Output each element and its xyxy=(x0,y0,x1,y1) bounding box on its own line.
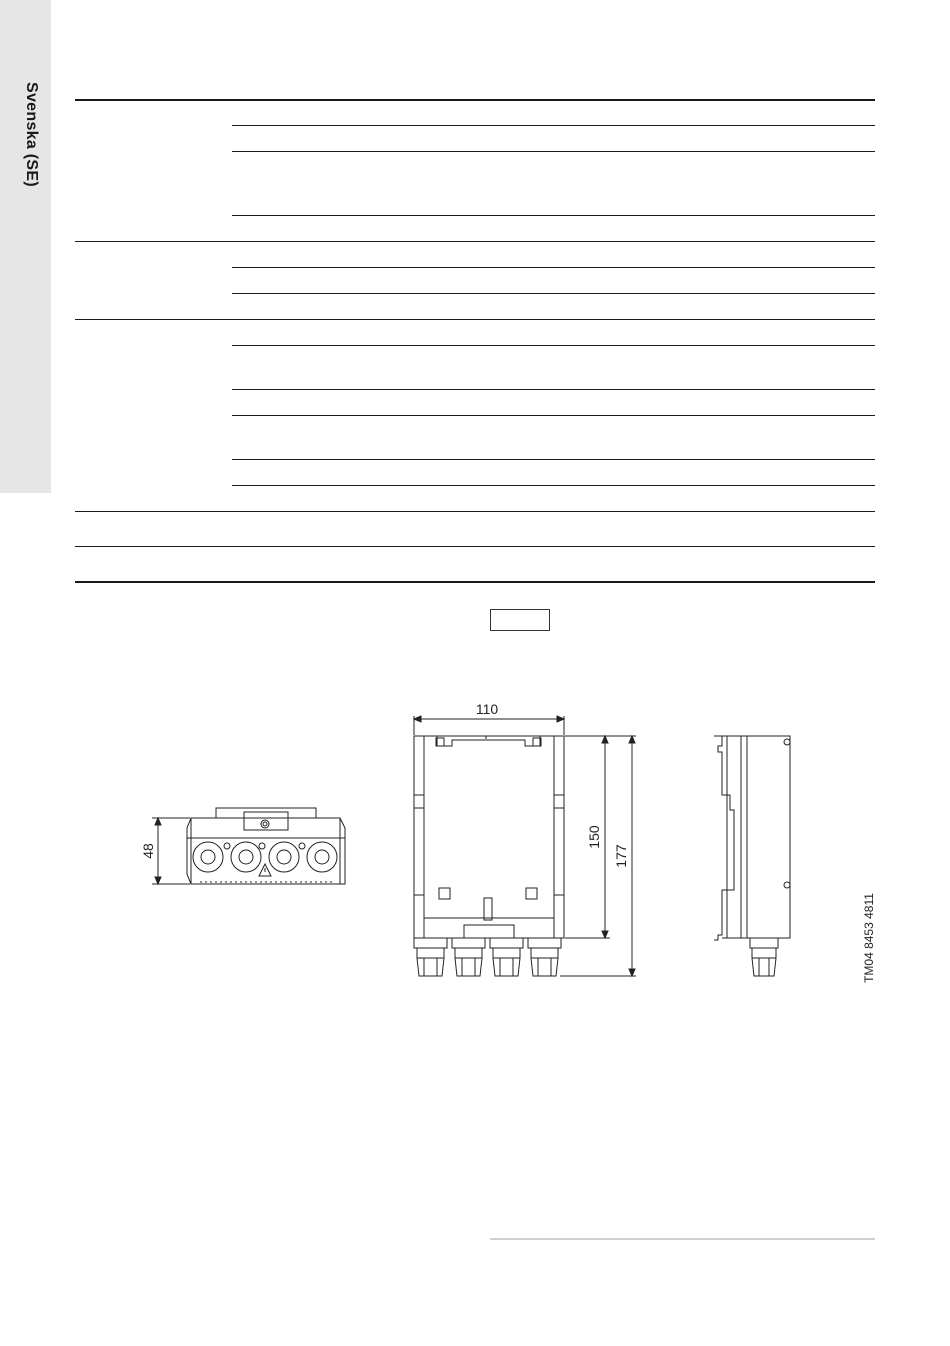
language-label: Svenska (SE) xyxy=(23,82,40,187)
dim-110 xyxy=(414,716,564,735)
cable-glands xyxy=(414,938,561,976)
dim-48 xyxy=(152,818,190,884)
front-view xyxy=(187,808,345,884)
drawing-number: TM04 8453 4811 xyxy=(862,893,876,983)
main-view xyxy=(414,736,564,976)
footer-rule xyxy=(490,1238,875,1240)
dim-label-150: 150 xyxy=(586,825,602,849)
dim-label-177: 177 xyxy=(613,844,629,868)
dim-label-48: 48 xyxy=(140,843,156,859)
side-view xyxy=(714,736,790,976)
dim-label-110: 110 xyxy=(475,701,499,717)
